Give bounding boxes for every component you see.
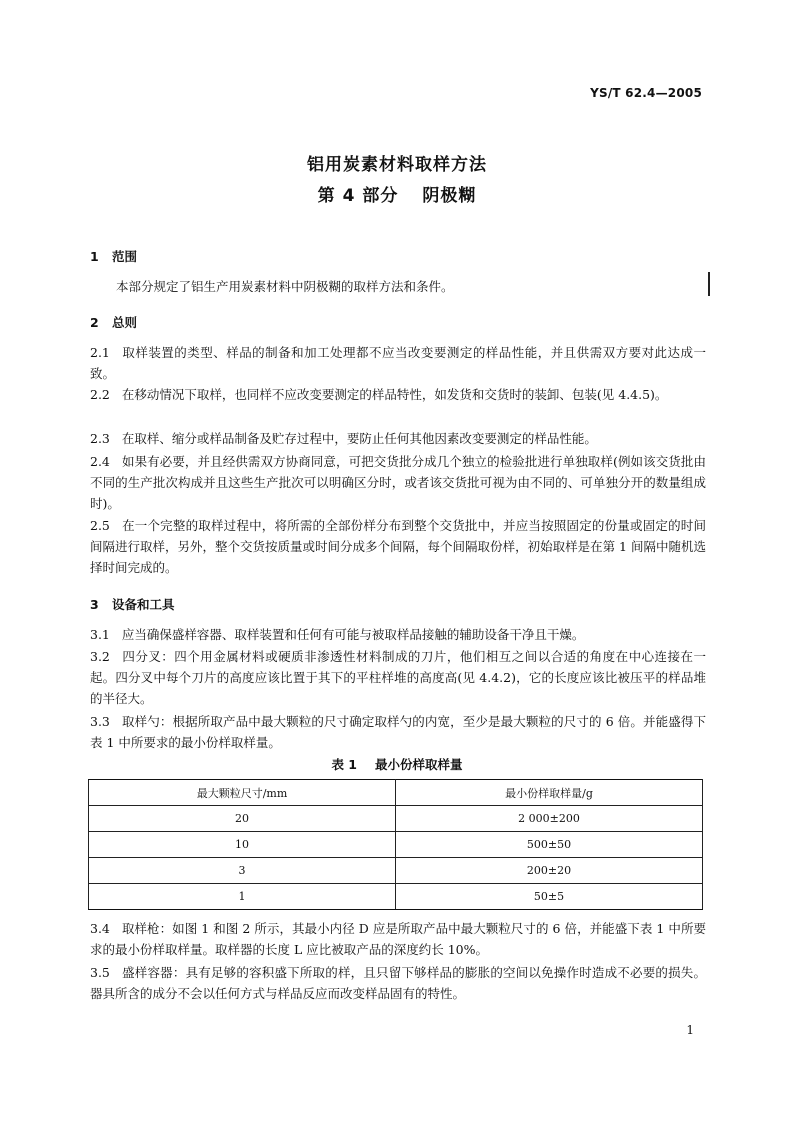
- table-cell: 200±20: [396, 858, 703, 884]
- clause-3-3: 3.3 取样勺：根据所取产品中最大颗粒的尺寸确定取样勺的内宽，至少是最大颗粒的尺寸的 6 倍。并能盛得下表 1 中所要求的最小份样取样量。: [90, 714, 706, 750]
- table-cell: 50±5: [396, 884, 703, 910]
- scope-paragraph: 本部分规定了铝生产用炭素材料中阴极糊的取样方法和条件。: [116, 279, 454, 294]
- part-number: 第 4 部分: [317, 186, 399, 206]
- table-cell: 3: [89, 858, 396, 884]
- table-row: [89, 858, 703, 884]
- table-header: 最小份样取样量/g: [396, 780, 703, 806]
- clause-3-1: 3.1 应当确保盛样容器、取样装置和任何有可能与被取样品接触的辅助设备干净且干燥。: [90, 627, 585, 642]
- section-heading-scope: 1 范围: [90, 249, 138, 264]
- table-cell: 1: [89, 884, 396, 910]
- table-caption: 表 1 最小份样取样量: [331, 757, 463, 772]
- document-subtitle: [0, 181, 794, 206]
- table-cell: 10: [89, 832, 396, 858]
- table-cell: 500±50: [396, 832, 703, 858]
- table-header: 最大颗粒尺寸/mm: [89, 780, 396, 806]
- table-cell: 2 000±200: [396, 806, 703, 832]
- clause-2-4: 2.4 如果有必要，并且经供需双方协商同意，可把交货批分成几个独立的检验批进行单独取样(例如该交货批由不同的生产批次构成并且这些生产批次可以明确区分时，或者该交货批可视为由不同的、可单独分开的数量组成时)。: [90, 454, 706, 511]
- clause-3-2: 3.2 四分叉：四个用金属材料或硬质非渗透性材料制成的刀片，他们相互之间以合适的角度在中心连接在一起。四分叉中每个刀片的高度应该比置于其下的平柱样堆的高度高(见 4.4.2)，它的长度应该比被压平的样品堆的半径大。: [90, 649, 706, 706]
- clause-2-5: 2.5 在一个完整的取样过程中，将所需的全部份样分布到整个交货批中，并应当按照固定的份量或固定的时间间隔进行取样，另外，整个交货按质量或时间分成多个间隔，每个间隔取份样，初始取样是在第 1 间隔中随机选择时间完成的。: [90, 518, 706, 575]
- page-number: 1: [686, 1023, 694, 1037]
- clause-2-3: 2.3 在取样、缩分或样品制备及贮存过程中，要防止任何其他因素改变要测定的样品性能。: [90, 431, 597, 446]
- section-heading-equipment: 3 设备和工具: [90, 597, 175, 612]
- section-heading-general: 2 总则: [90, 315, 138, 330]
- standard-number: YS/T 62.4—2005: [590, 86, 702, 100]
- clause-2-1: 2.1 取样装置的类型、样品的制备和加工处理都不应当改变要测定的样品性能，并且供需双方要对此达成一致。: [90, 345, 706, 381]
- clause-2-2: 2.2 在移动情况下取样，也同样不应改变要测定的样品特性，如发货和交货时的装卸、包装(见 4.4.5)。: [90, 387, 668, 402]
- table-row: [89, 832, 703, 858]
- table-row: [89, 884, 703, 910]
- document-title: 铝用炭素材料取样方法: [307, 155, 487, 175]
- clause-3-4: 3.4 取样枪：如图 1 和图 2 所示，其最小内径 D 应是所取产品中最大颗粒尺寸的 6 倍，并能盛下表 1 中所要求的最小份样取样量。取样器的长度 L 应比被取产品的深度约长 10%。: [90, 921, 706, 957]
- table-cell: 20: [89, 806, 396, 832]
- clause-3-5: 3.5 盛样容器：具有足够的容积盛下所取的样，且只留下够样品的膨胀的空间以免操作时造成不必要的损失。器具所含的成分不会以任何方式与样品反应而改变样品固有的特性。: [90, 965, 706, 1001]
- table-row: [89, 806, 703, 832]
- min-increment-table: [88, 779, 703, 910]
- revision-bar: [708, 272, 710, 296]
- part-name: 阴极糊: [422, 186, 477, 206]
